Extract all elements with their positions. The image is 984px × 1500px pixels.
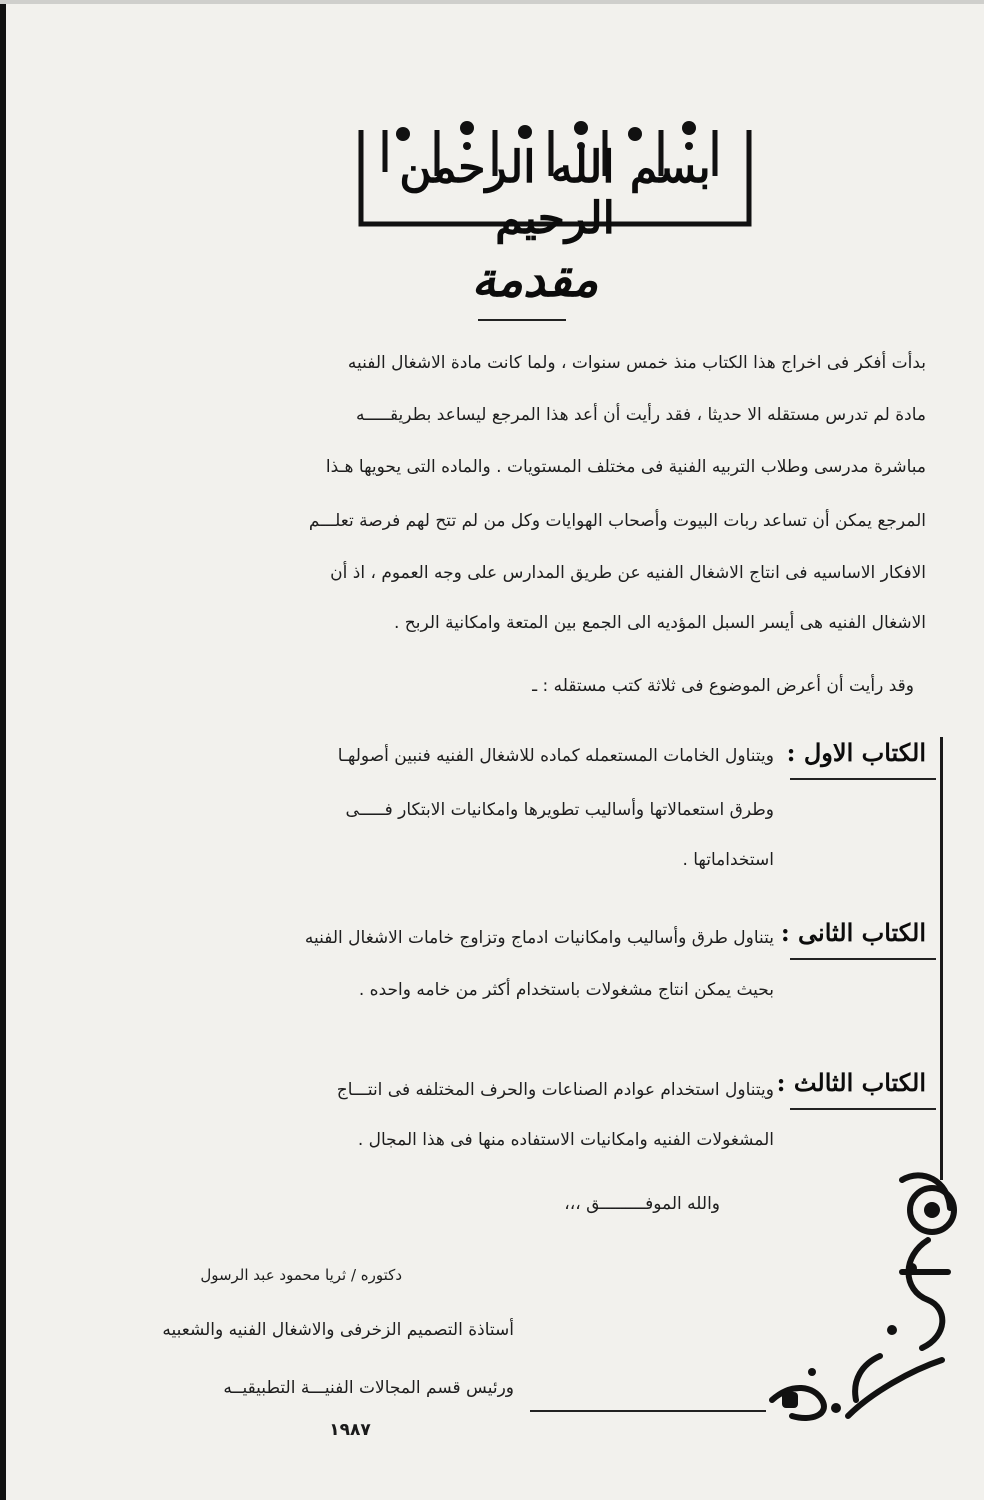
book-2-line-1: يتناول طرق وأساليب وامكانيات ادماج وتزاوج خامات الاشغال الفنيه [304,928,774,948]
book-1-line-3: استخداماتها . [682,850,774,870]
publication-year: ١٩٨٧ [329,1420,371,1440]
intro-line-2: مادة لم تدرس مستقله الا حديثا ، فقد رأيت أن أعد هذا المرجع ليساعد بطريقـــــه [355,405,926,425]
book-2-label: الكتاب الثانى : [780,918,926,947]
signature-department: ورئيس قسم المجالات الفنيـــة التطبيقيــه [223,1378,514,1398]
book-3-line-1: ويتناول استخدام عوادم الصناعات والحرف المختلفه فى انتـــاج [336,1080,774,1100]
signature-name: دكتوره / ثريا محمود عبد الرسول [200,1266,402,1284]
books-margin-bar [940,737,943,1180]
basmala-text: بسم الله الرحمن الرحيم [399,142,711,244]
intro-line-3: مباشرة مدرسى وطلاب التربيه الفنية فى مختلف المستويات . والماده التى يحويها هـذا [325,457,926,477]
book-1-label: الكتاب الاول : [786,738,926,767]
closing-prayer: والله الموفـــــــــق ،،، [564,1194,720,1214]
book-1-line-1: ويتناول الخامات المستعمله كماده للاشغال الفنيه فنبين أصولهـا [337,746,774,766]
intro-closing-line: وقد رأيت أن أعرض الموضوع فى ثلاثة كتب مستقله : ـ [532,676,914,696]
intro-line-1: بدأت أفكر فى اخراج هذا الكتاب منذ خمس سنوات ، ولما كانت مادة الاشغال الفنيه [347,353,926,373]
calligraphy-ornament [752,1160,957,1425]
book-3-underline [790,1108,936,1110]
book-3-line-2: المشغولات الفنيه وامكانيات الاستفاده منها فى هذا المجال . [357,1130,774,1150]
intro-line-6: الاشغال الفنيه هى أيسر السبل المؤديه الى الجمع بين المتعة وامكانية الربح . [393,613,926,633]
page-title: مقدمة [471,252,599,308]
book-2-line-2: بحيث يمكن انتاج مشغولات باستخدام أكثر من خامه واحده . [358,980,774,1000]
basmala-calligraphy [355,112,755,244]
book-1-underline [790,778,936,780]
book-1-line-2: وطرق استعمالاتها وأساليب تطويرها وامكانيات الابتكار فـــــى [345,800,774,820]
top-scan-edge [0,0,984,4]
signature-rule [530,1410,766,1412]
signature-position: أستاذة التصميم الزخرفى والاشغال الفنيه والشعبيه [162,1320,514,1340]
page-edge-shadow [0,0,6,1500]
intro-line-5: الافكار الاساسيه فى انتاج الاشغال الفنيه عن طريق المدارس على وجه العموم ، اذ أن [330,563,926,583]
title-underline [478,319,566,321]
intro-line-4: المرجع يمكن أن تساعد ربات البيوت وأصحاب الهوايات وكل من لم تتح لهم فرصة تعلـــم [308,511,926,531]
book-3-label: الكتاب الثالث : [776,1068,926,1097]
book-2-underline [790,958,936,960]
